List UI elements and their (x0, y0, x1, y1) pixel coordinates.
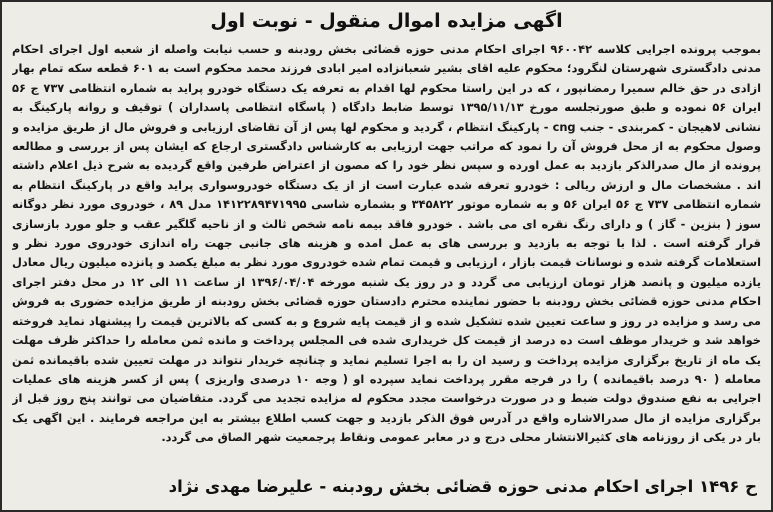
notice-footer: ح ۱۴۹۶ اجرای احکام مدنی حوزه قضائی بخش رودبنه - علیرضا مهدی نژاد (168, 477, 757, 496)
notice-title: اگهی مزایده اموال منقول - نوبت اول (210, 10, 563, 32)
notice-body: بموجب پرونده اجرایی کلاسه ۹۶۰۰۴۲ اجرای احکام مدنی حوزه قضائی بخش رودبنه و حسب نیابت واصله از شعبه اول اجرای احکام مدنی دادگستری شهرستان لنگرود؛ محکوم علیه اقای بشیر شعبانزاده امیر ابادی فرزند محمد محکوم است به ۶۰۱ قطعه سکه تمام بهار ازادی در حق خالم سمیرا رمضانپور ، که در این راستا محکوم لها اقدام به تعرفه یک دستگاه خودرو پراید به شماره انتظامی ۷۳۷ ج ۵۶ ایران ۵۶ نموده و طبق صورتجلسه مورخ ۱۳۹۵/۱۱/۱۳ توسط ضابط دادگاه ( پاسگاه انتظامی پاسداران ) توقیف و روانه پارکینگ به نشانی لاهیجان - کمربندی - جنب cng - پارکینگ انتظام ، گردید و محکوم لها پس از آن تقاضای ارزیابی و فروش مال از طریق مزایده و وصول محکوم به از محل فروش آن را نمود که مراتب جهت ارزیابی به کارشناس دادگستری ارجاع که ایشان پس از بررسی و مطالعه پرونده از مال صدرالذکر بازدید به عمل اورده و سپس نظر خود را که مصون از اعتراض طرفین واقع گردیده به شرح ذیل اعلام داشته اند . مشخصات مال و ارزش ریالی : خودرو تعرفه شده عبارت است از از یک دستگاه خودروسواری پراید واقع در پارکینگ انتظام به شماره انتظامی ۷۳۷ ج ۵۶ ایران ۵۶ و به شماره موتور ۳۴۵۸۲۲ و بشماره شاسی ۱۴۱۲۲۸۹۴۷۱۹۹۵ مدل ۸۹ ، خودروی مورد نظر دوگانه سوز ( بنزین - گاز ) و دارای رنگ نقره ای می باشد . خودرو فاقد بیمه نامه شخص ثالث و از ناحیه گلگیر عقب و جلو مورد بازسازی قرار گرفته است . لذا با توجه به بازدید و بررسی های به عمل امده و هزینه های جانبی جهت راه اندازی خودروی مورد نظر و استعلامات گرفته شده و نوسانات قیمت بازار ، ارزیابی و قیمت تمام شده خودروی مورد نظر به مبلغ یکصد و پانزده میلیون ریال معادل یازده میلیون و پانصد هزار تومان ارزیابی می گردد و در روز یک شنبه مورخه ۱۳۹۶/۰۴/۰۴ از ساعت ۱۱ الی ۱۲ در محل دفتر اجرای احکام مدنی حوزه قضائی بخش رودبنه با حضور نماینده محترم دادستان حوزه قضائی بخش رودبنه از طریق مزایده حضوری به فروش می رسد و مزایده در روز و ساعت تعیین شده تشکیل شده و از قیمت پایه شروع و به کسی که بالاترین قیمت را پیشنهاد نماید فروخته خواهد شد و خریدار موظف است ده درصد از قیمت کل خریداری شده فی المجلس پرداخت و مانده ثمن معامله را حداکثر ظرف مهلت یک ماه از تاریخ برگزاری مزایده پرداخت و رسید ان را به اجرا تسلیم نماید و چنانچه خریدار نتواند در مهلت تعیین شده باقیمانده ثمن معامله ( ۹۰ درصد باقیمانده ) را در فرجه مقرر پرداخت نماید سپرده او ( وجه ۱۰ درصدی واریزی ) پس از کسر هزینه های عملیات اجرایی به نفع صندوق دولت ضبط و در صورت درخواست مجدد محکوم له مزایده تجدید می گردد. متقاضیان می توانند پنج روز قبل از برگزاری مزایده از مال صدرالاشاره واقع در آدرس فوق الذکر بازدید و جهت کسب اطلاع بیشتر به این مراجعه فرمایند . این اگهی یک بار در یکی از روزنامه های کثیرالانتشار محلی درج و در معابر عمومی ونقاط پرجمعیت شهر الصاق می گردد. (12, 42, 761, 445)
